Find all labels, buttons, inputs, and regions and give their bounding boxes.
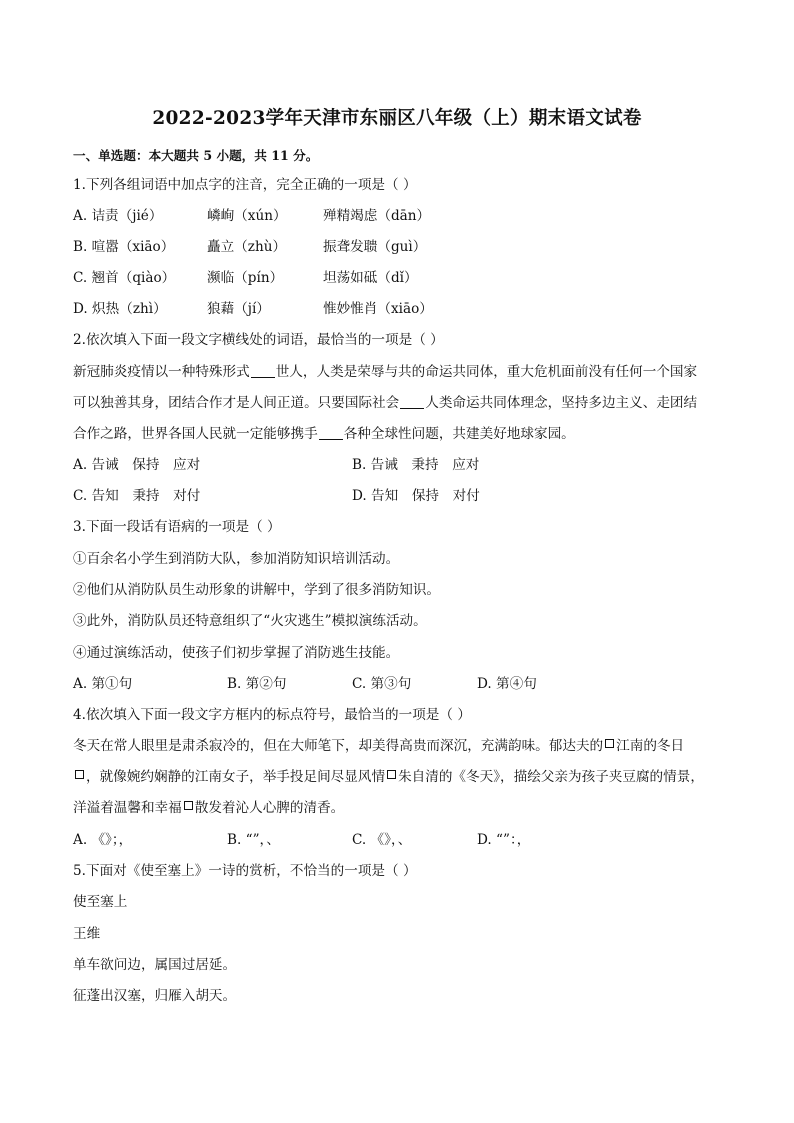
- q2-passage-text: 合作之路，世界各国人民就一定能够携手: [73, 426, 318, 442]
- q1-option-b: B. 喧嚣（xiāo）: [73, 239, 175, 255]
- q1-option-c-word3: 坦荡如砥（dǐ）: [323, 270, 418, 286]
- question-3-stem: 3.下面一段话有语病的一项是（ ）: [73, 519, 281, 535]
- poem-title: 使至塞上: [73, 894, 128, 910]
- q3-option-c: C. 第③句: [352, 676, 412, 692]
- q4-passage-line-1: [73, 736, 684, 756]
- q3-sentence-4: ④通过演练活动，使孩子们初步掌握了消防逃生技能。: [73, 645, 400, 661]
- q4-option-c: C. 《》，、: [352, 832, 412, 848]
- q4-passage-text: 散发着沁人心脾的清香。: [194, 800, 345, 816]
- q1-option-c: C. 翘首（qiào）: [73, 270, 176, 286]
- fill-blank: [251, 363, 275, 378]
- q4-passage-text: 朱自清的《冬天》，描绘父亲为孩子夹豆腐的情景，: [398, 769, 704, 785]
- punctuation-box: [184, 801, 193, 810]
- q2-passage-text: 新冠肺炎疫情以一种特殊形式: [73, 364, 250, 380]
- fill-blank: [319, 425, 343, 440]
- q1-option-a: A. 诘责（jié）: [73, 208, 163, 224]
- q2-passage-line-1: [73, 362, 697, 382]
- q1-option-d: D. 炽热（zhì）: [73, 301, 167, 317]
- poem-line-2: 征蓬出汉塞，归雁入胡天。: [73, 988, 237, 1004]
- q3-option-b: B. 第②句: [227, 676, 287, 692]
- q3-sentence-1: ①百余名小学生到消防大队，参加消防知识培训活动。: [73, 551, 400, 567]
- q4-passage-text: 洋溢着温馨和幸福: [73, 800, 182, 816]
- q4-passage-text: 江南的冬日: [616, 738, 685, 754]
- q2-option-b: B. 告诫 秉持 应对: [352, 457, 480, 473]
- q3-sentence-2: ②他们从消防队员生动形象的讲解中，学到了很多消防知识。: [73, 582, 441, 598]
- poem-author: 王维: [73, 926, 101, 942]
- q4-option-b: B. “”，、: [227, 832, 280, 848]
- q1-option-a-word2: 嶙峋（xún）: [207, 208, 287, 224]
- q1-option-c-word2: 濒临（pín）: [207, 270, 284, 286]
- punctuation-box: [75, 770, 84, 779]
- q1-option-a-word3: 殚精竭虑（dān）: [323, 208, 431, 224]
- q2-option-a: A. 告诫 保持 应对: [73, 457, 201, 473]
- q4-passage-text: ，就像婉约娴静的江南女子，举手投足间尽显风情: [86, 769, 386, 785]
- question-1-stem: 1.下列各组词语中加点字的注音，完全正确的一项是（ ）: [73, 177, 417, 193]
- q2-passage-line-3: [73, 424, 575, 444]
- punctuation-box: [605, 739, 614, 748]
- page-title: 2022-2023学年天津市东丽区八年级（上）期末语文试卷: [152, 108, 642, 129]
- question-4-stem: 4.依次填入下面一段文字方框内的标点符号，最恰当的一项是（ ）: [73, 707, 471, 723]
- fill-blank: [400, 394, 424, 409]
- q1-option-b-word3: 振聋发聩（guì）: [323, 239, 427, 255]
- q3-option-a: A. 第①句: [73, 676, 133, 692]
- q4-option-a: A. 《》；，: [73, 832, 133, 848]
- punctuation-box: [387, 770, 396, 779]
- poem-line-1: 单车欲问边，属国过居延。: [73, 957, 237, 973]
- q1-option-d-word3: 惟妙惟肖（xiāo）: [323, 301, 433, 317]
- q2-passage-text: 各种全球性问题，共建美好地球家园。: [343, 426, 575, 442]
- q2-passage-text: 可以独善其身，团结合作才是人间正道。只要国际社会: [73, 395, 400, 411]
- q4-option-d: D. “”：，: [477, 832, 531, 848]
- q1-option-b-word2: 矗立（zhù）: [207, 239, 287, 255]
- question-2-stem: 2.依次填入下面一段文字横线处的词语，最恰当的一项是（ ）: [73, 332, 444, 348]
- q2-passage-line-2: [73, 393, 697, 413]
- q4-passage-text: 冬天在常人眼里是肃杀寂冷的，但在大师笔下，却美得高贵而深沉，充满韵味。郁达夫的: [73, 738, 604, 754]
- q2-passage-text: 世人，人类是荣辱与共的命运共同体，重大危机面前没有任何一个国家: [275, 364, 698, 380]
- q2-option-c: C. 告知 秉持 对付: [73, 488, 201, 504]
- q3-option-d: D. 第④句: [477, 676, 537, 692]
- q3-sentence-3: ③此外，消防队员还特意组织了“火灾逃生”模拟演练活动。: [73, 613, 427, 629]
- q1-option-d-word2: 狼藉（jí）: [207, 301, 270, 317]
- question-5-stem: 5.下面对《使至塞上》一诗的赏析，不恰当的一项是（ ）: [73, 863, 417, 879]
- q4-passage-line-3: [73, 798, 344, 818]
- q2-passage-text: 人类命运共同体理念，坚持多边主义、走团结: [425, 395, 698, 411]
- q2-option-d: D. 告知 保持 对付: [352, 488, 480, 504]
- q4-passage-line-2: [73, 767, 704, 787]
- section-heading: 一、单选题：本大题共 5 小题，共 11 分。: [73, 148, 319, 163]
